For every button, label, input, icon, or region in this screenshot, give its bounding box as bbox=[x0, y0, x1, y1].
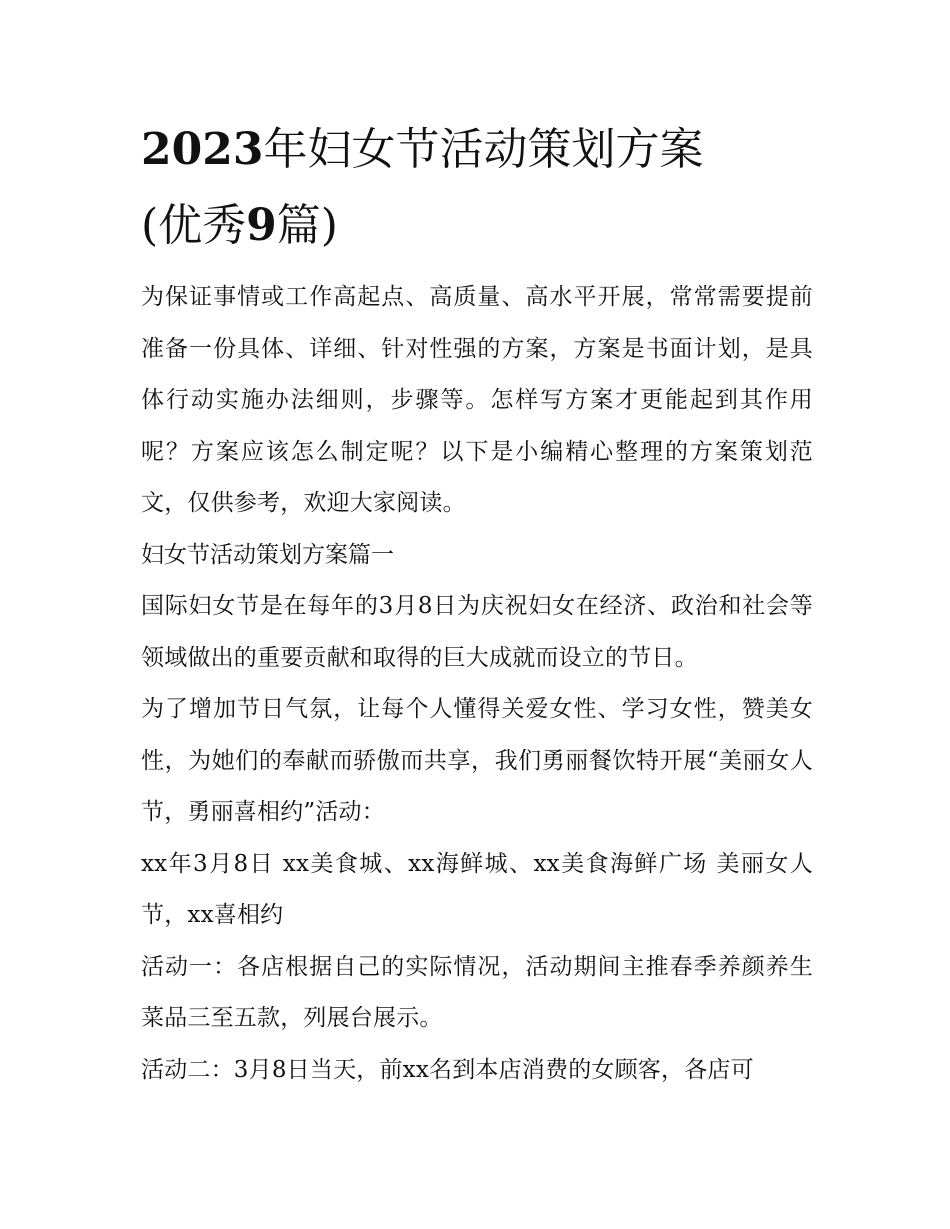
body-paragraph: 活动二：3月8日当天，前xx名到本店消费的女顾客，各店可 bbox=[141, 1056, 754, 1083]
title-count: 9 bbox=[246, 200, 277, 251]
body-paragraph: 活动一：各店根据自己的实际情况，活动期间主推春季养颜养生菜品三至五款，列展台展示。 bbox=[141, 953, 813, 1031]
body-paragraph: 为了增加节日气氛，让每个人懂得关爱女性、学习女性，赞美女性，为她们的奉献而骄傲而共享，我们勇丽餐饮特开展“美丽女人节，勇丽喜相约”活动： bbox=[141, 696, 813, 825]
intro-paragraph: 为保证事情或工作高起点、高质量、高水平开展，常常需要提前准备一份具体、详细、针对性强的方案，方案是书面计划，是具体行动实施办法细则，步骤等。怎样写方案才更能起到其作用呢？方案应该怎么制定呢？以下是小编精心整理的方案策划范文，仅供参考，欢迎大家阅读。 bbox=[141, 284, 813, 516]
title-suffix-open: (优秀 bbox=[141, 200, 247, 251]
title-main: 年妇女节活动策划方案 bbox=[263, 124, 704, 175]
document-title bbox=[141, 112, 813, 264]
body-paragraph: 国际妇女节是在每年的3月8日为庆祝妇女在经济、政治和社会等领域做出的重要贡献和取得的巨大成就而设立的节日。 bbox=[141, 593, 813, 671]
title-suffix-close: 篇) bbox=[276, 200, 338, 251]
document-body bbox=[141, 112, 813, 1096]
body-paragraph: xx年3月8日 xx美食城、xx海鲜城、xx美食海鲜广场 美丽女人节，xx喜相约 bbox=[141, 850, 813, 928]
title-year: 2023 bbox=[141, 124, 264, 175]
section-heading: 妇女节活动策划方案篇一 bbox=[141, 541, 394, 568]
